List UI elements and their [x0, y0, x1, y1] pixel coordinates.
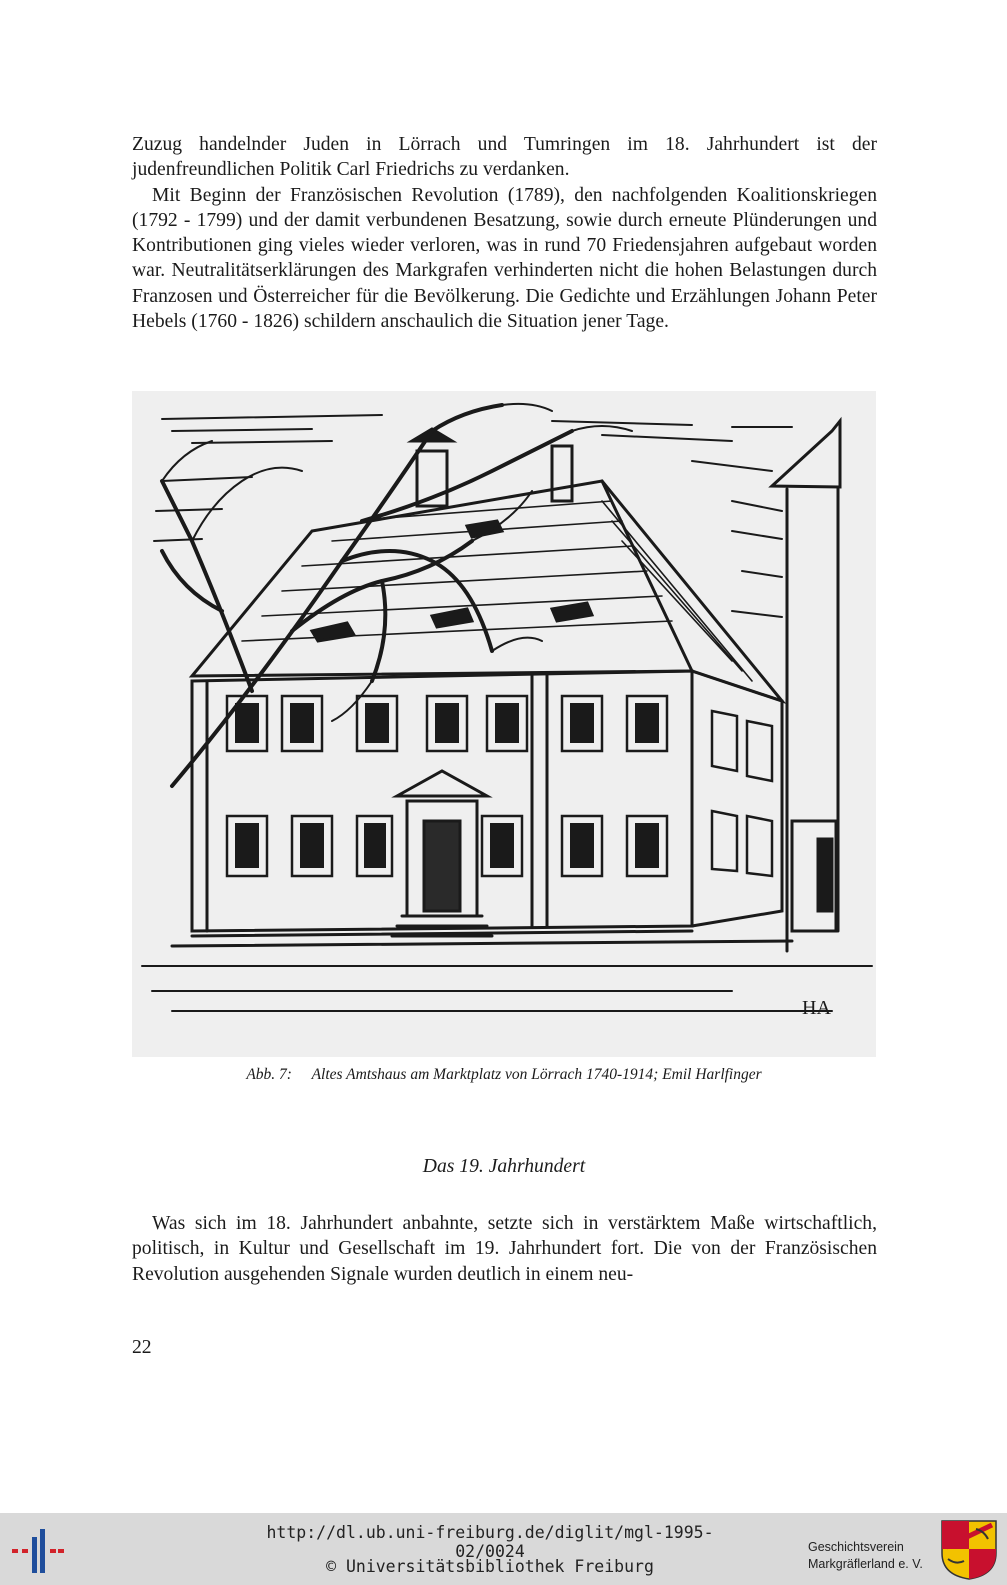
artist-signature: HA [802, 997, 831, 1019]
facade [172, 671, 792, 946]
section-title: Das 19. Jahrhundert [422, 1156, 586, 1177]
society-line-1: Geschichtsverein [808, 1540, 904, 1554]
ub-freiburg-logo-icon[interactable] [12, 1529, 64, 1573]
paragraph: Zuzug handelnder Juden in Lörrach und Tumringen im 18. Jahrhundert ist der judenfreundlichen Politik Carl Friedrichs zu verdanken. [132, 134, 877, 181]
society-name [808, 1539, 923, 1573]
body-text-bottom [132, 1211, 877, 1287]
footer-copyright: © Universitätsbibliothek Freiburg [326, 1557, 654, 1576]
footer-url-link[interactable]: http://dl.ub.uni-freiburg.de/diglit/mgl-1995-02/0024 [266, 1523, 714, 1561]
body-text-top [132, 132, 877, 334]
page-number: 22 [132, 1337, 152, 1358]
caption-label: Abb. 7: [246, 1066, 292, 1083]
caption-text: Altes Amtshaus am Marktplatz von Lörrach 1740-1914; Emil Harlfinger [311, 1066, 762, 1083]
amtshaus-illustration [132, 391, 876, 1057]
figure-caption [132, 1066, 876, 1084]
footer-bar [0, 1513, 1007, 1585]
paragraph: Mit Beginn der Französischen Revolution (1789), den nachfolgenden Koalitionskriegen (1792 - 1799) und der damit verbundenen Besatzung, sowie durch erneute Plünderungen und Kontributionen ging vieles wieder verloren, was in rund 70 Friedensjahren aufgebaut worden war. Neutralitätserklärungen des Markgrafen verhinderten nicht die hohen Belastungen durch Franzosen und Österreicher für die Bevölkerung. Die Gedichte und Erzählungen Johann Peter Hebels (1760 - 1826) schildern anschaulich die Situation jener Tage. [132, 184, 877, 333]
society-line-2: Markgräflerland e. V. [808, 1557, 923, 1571]
roof [192, 429, 782, 701]
sky-hatching [154, 415, 792, 617]
entrance-portal [392, 771, 492, 936]
markgraeflerland-crest-icon[interactable] [940, 1519, 998, 1581]
ground-lines [142, 966, 872, 1011]
paragraph: Was sich im 18. Jahrhundert anbahnte, setzte sich in verstärktem Maße wirtschaftlich, politisch, in Kultur und Gesellschaft im 19. Jahrhundert fort. Die von der Französischen Revolution ausgehenden Signale wurden deutlich in einem neu- [132, 1213, 877, 1285]
figure-amtshaus-drawing [132, 391, 876, 1057]
